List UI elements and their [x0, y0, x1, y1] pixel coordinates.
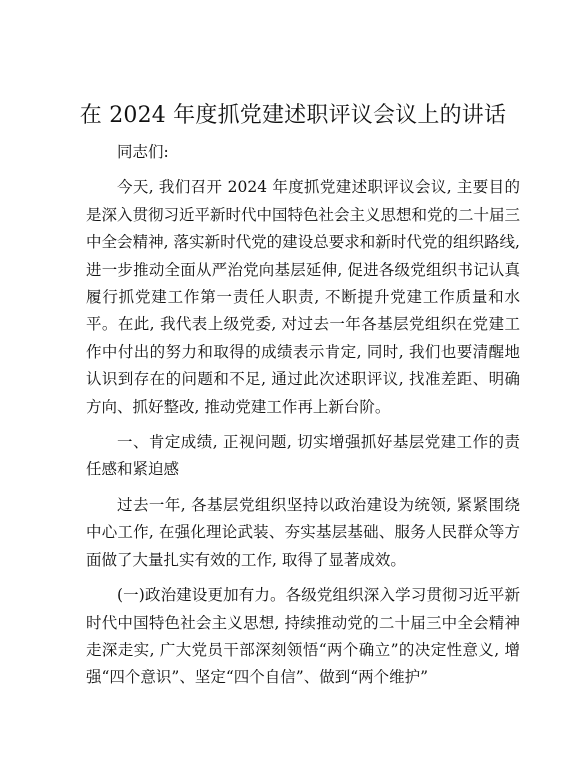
document-body — [86, 139, 520, 692]
paragraph-achievements: 过去一年, 各基层党组织坚持以政治建设为统领, 紧紧围绕中心工作, 在强化理论武装、夯实基层基础、服务人民群众等方面做了大量扎实有效的工作, 取得了显著成效。 — [86, 495, 520, 569]
section-heading-1: 一、肯定成绩, 正视问题, 切实增强抓好基层党建工作的责任感和紧迫感 — [86, 433, 520, 479]
document-title: 在 2024 年度抓党建述职评议会议上的讲话 — [79, 103, 507, 128]
paragraph-intro: 今天, 我们召开 2024 年度抓党建述职评议会议, 主要目的是深入贯彻习近平新时代中国特色社会主义思想和党的二十届三中全会精神, 落实新时代党的建设总要求和新时代党的组织路线, 进一步推动全面从严治党向基层延伸, 促进各级党组织书记认真履行抓党建工作第一责任人职责, 不断提升党建工作质量和水平。在此, 我代表上级党委, 对过去一年各基层党组织在党建工作中付出的努力和取得的成绩表示肯定, 同时, 我们也要清醒地认识到存在的问题和不足, 通过此次述职评议, 找准差距、明确方向、抓好整改, 推动党建工作再上新台阶。 — [86, 178, 521, 416]
paragraph-political-building: (一)政治建设更加有力。各级党组织深入学习贯彻习近平新时代中国特色社会主义思想, 持续推动党的二十届三中全会精神走深走实, 广大党员干部深刻领悟“两个确立”的决定性意义, 增强“四个意识”、坚定“四个自信”、做到“两个维护” — [86, 586, 520, 687]
salutation: 同志们: — [117, 143, 169, 161]
